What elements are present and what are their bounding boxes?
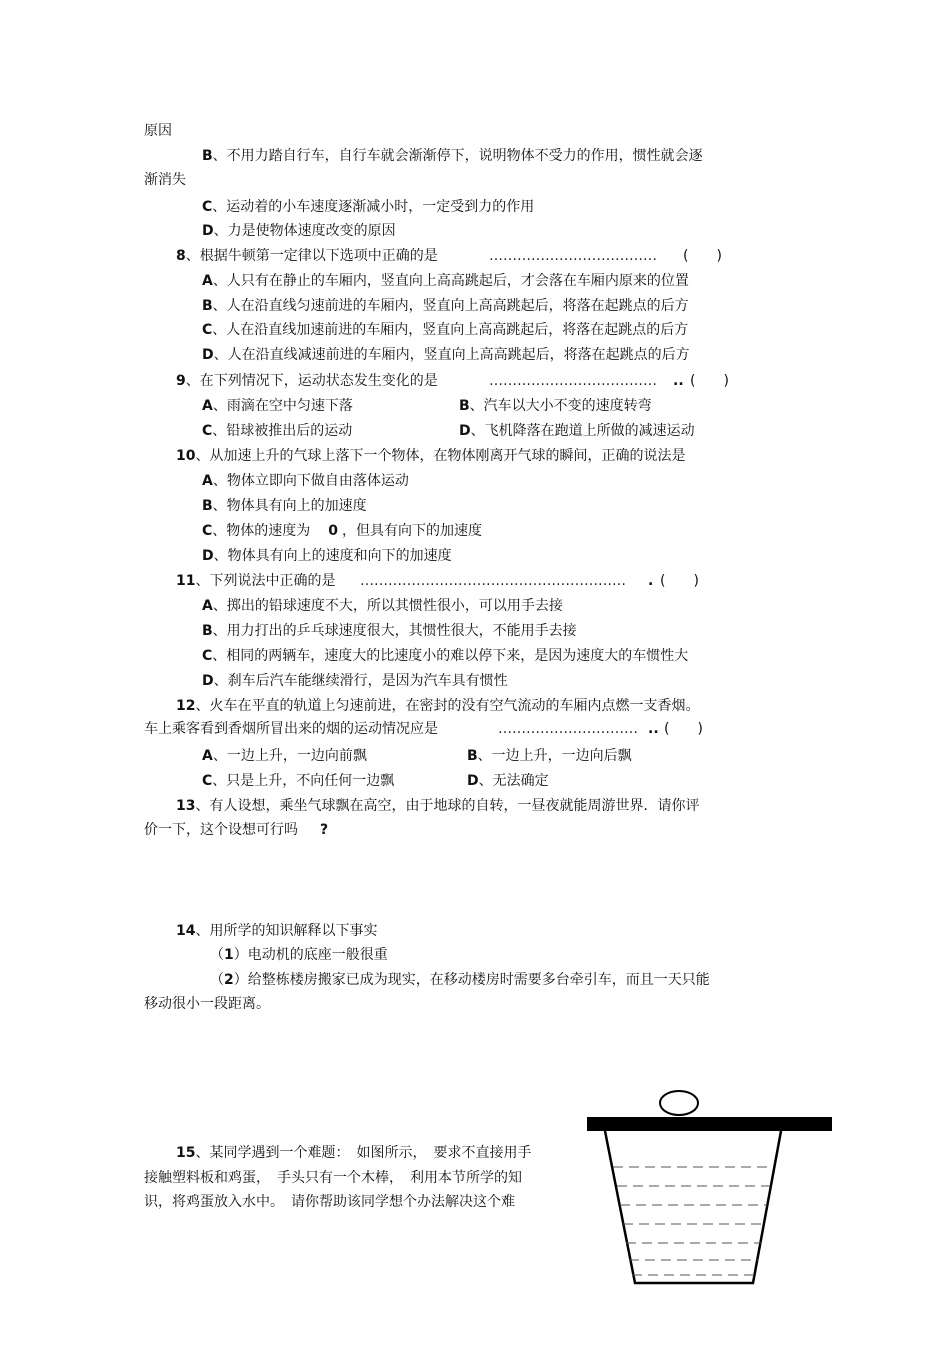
question-text: 价一下，这个设想可行吗 — [144, 822, 298, 838]
option-letter: D — [202, 548, 214, 564]
option-letter: C — [202, 523, 213, 539]
q9-option-a — [202, 397, 353, 415]
question-number: 11 — [176, 573, 196, 589]
option-letter: A — [202, 748, 213, 764]
q13-stem — [176, 797, 699, 815]
q12-leader-dots: ………………………… — [498, 721, 638, 737]
q7-option-c — [202, 198, 534, 216]
option-text-2: ，但具有向下的加速度 — [342, 523, 483, 539]
option-letter: B — [459, 398, 470, 414]
item-number: 2 — [224, 972, 234, 988]
q12-option-c — [202, 772, 394, 790]
question-text: 、火车在平直的轨道上匀速前进，在密封的没有空气流动的车厢内点燃一支香烟。 — [195, 698, 700, 714]
q14-item-2 — [210, 971, 710, 989]
option-letter: C — [202, 423, 213, 439]
question-number: 10 — [176, 448, 196, 464]
q9-leader-dots-2: .. — [673, 373, 684, 389]
q11-answer-blank[interactable]: ( ) — [660, 573, 699, 589]
option-text: 、不用力踏自行车，自行车就会渐渐停下，说明物体不受力的作用，惯性就会逐 — [212, 148, 703, 164]
q15-stem-line-2: 接触塑料板和鸡蛋， 手头只有一个木棒， 利用本节所学的知 — [144, 1170, 522, 1186]
option-text: 、掷出的铅球速度不大，所以其惯性很小，可以用手去接 — [212, 598, 563, 614]
option-letter: D — [459, 423, 471, 439]
option-letter: C — [202, 199, 213, 215]
item-text: ）电动机的底座一般很重 — [233, 947, 388, 963]
q11-stem — [176, 572, 335, 590]
q14-item-1 — [210, 946, 388, 964]
option-text: 、用力打出的乒乓球速度很大，其惯性很大，不能用手去接 — [212, 623, 577, 639]
question-text: 、有人设想，乘坐气球飘在高空，由于地球的自转，一昼夜就能周游世界．请你评 — [195, 798, 700, 814]
question-text: 、在下列情况下，运动状态发生变化的是 — [185, 373, 438, 389]
q9-option-d — [459, 422, 695, 440]
q14-item-2-cont: 移动很小一段距离。 — [144, 996, 270, 1012]
q10-option-c — [202, 522, 482, 540]
q12-option-b — [467, 747, 632, 765]
option-text: 、物体具有向上的速度和向下的加速度 — [213, 548, 452, 564]
option-letter: A — [202, 598, 213, 614]
option-text: 、铅球被推出后的运动 — [212, 423, 353, 439]
option-value: 0 — [328, 523, 339, 539]
q13-stem-cont — [144, 821, 328, 839]
q9-option-c — [202, 422, 352, 440]
water-lines — [613, 1167, 773, 1275]
option-text: 、汽车以大小不变的速度转弯 — [469, 398, 652, 414]
q12-leader-dots-2: .. — [648, 721, 659, 737]
q15-stem-line-3: 识，将鸡蛋放入水中。 请你帮助该同学想个办法解决这个难 — [144, 1194, 515, 1210]
option-letter: A — [202, 273, 213, 289]
question-text: 、某同学遇到一个难题： 如图所示， 要求不直接用手 — [195, 1145, 532, 1161]
q7-option-d — [202, 222, 396, 240]
q7-reason-tail: 原因 — [144, 123, 172, 139]
q10-option-a — [202, 472, 409, 490]
q11-leader-dots-2: . — [648, 573, 654, 589]
option-letter: C — [202, 322, 213, 338]
option-letter: A — [202, 398, 213, 414]
option-text: 、物体立即向下做自由落体运动 — [212, 473, 409, 489]
option-text: 、人在沿直线匀速前进的车厢内，竖直向上高高跳起后，将落在起跳点的后方 — [212, 298, 689, 314]
option-letter: D — [202, 673, 214, 689]
option-letter: D — [202, 223, 214, 239]
question-number: 12 — [176, 698, 196, 714]
q12-stem — [176, 697, 699, 715]
option-letter: B — [202, 498, 213, 514]
option-text: 、人在沿直线加速前进的车厢内，竖直向上高高跳起后，将落在起跳点的后方 — [212, 322, 689, 338]
q8-option-b — [202, 297, 689, 315]
option-text: 、一边上升，一边向前飘 — [212, 748, 367, 764]
option-text: 、无法确定 — [478, 773, 549, 789]
option-letter: D — [467, 773, 479, 789]
q8-option-c — [202, 321, 688, 339]
q7-option-b — [202, 147, 703, 165]
question-mark: ? — [320, 822, 329, 838]
q8-answer-blank[interactable]: ( ) — [683, 248, 722, 264]
question-number: 13 — [176, 798, 196, 814]
option-text: 、刹车后汽车能继续滑行，是因为汽车具有惯性 — [213, 673, 508, 689]
item-open-paren: （ — [210, 972, 224, 988]
q11-leader-dots: ………………………………………………… — [360, 573, 626, 589]
q12-answer-blank[interactable]: ( ) — [664, 721, 703, 737]
q9-stem — [176, 372, 438, 390]
option-text: 、运动着的小车速度逐渐减小时，一定受到力的作用 — [212, 199, 535, 215]
option-letter: D — [202, 347, 214, 363]
q7-option-b-cont: 渐消失 — [144, 172, 186, 188]
question-text: 、用所学的知识解释以下事实 — [195, 923, 378, 939]
question-text: 、下列说法中正确的是 — [195, 573, 336, 589]
q12-option-a — [202, 747, 367, 765]
option-letter: C — [202, 773, 213, 789]
q11-option-a — [202, 597, 563, 615]
q9-option-b — [459, 397, 652, 415]
option-text: 、物体具有向上的加速度 — [212, 498, 367, 514]
question-text: 、从加速上升的气球上落下一个物体，在物体刚离开气球的瞬间，正确的说法是 — [195, 448, 686, 464]
q14-stem — [176, 922, 377, 940]
q8-option-a — [202, 272, 689, 290]
q8-option-d — [202, 346, 690, 364]
item-text: ）给整栋楼房搬家已成为现实，在移动楼房时需要多台牵引车，而且一天只能 — [233, 972, 710, 988]
option-letter: A — [202, 473, 213, 489]
q8-leader-dots: ……………………………… — [489, 248, 657, 264]
q10-option-d — [202, 547, 452, 565]
q8-stem — [176, 247, 438, 265]
q11-option-d — [202, 672, 508, 690]
q11-option-c — [202, 647, 688, 665]
option-text: 、力是使物体速度改变的原因 — [213, 223, 396, 239]
option-text: 、物体的速度为 — [212, 523, 311, 539]
q15-stem — [176, 1144, 531, 1162]
q10-stem — [176, 447, 685, 465]
option-letter: B — [467, 748, 478, 764]
q11-option-b — [202, 622, 577, 640]
question-number: 14 — [176, 923, 196, 939]
option-text: 、飞机降落在跑道上所做的减速运动 — [470, 423, 695, 439]
q12-option-d — [467, 772, 549, 790]
option-text: 、相同的两辆车，速度大的比速度小的难以停下来，是因为速度大的车惯性大 — [212, 648, 689, 664]
option-letter: B — [202, 148, 213, 164]
question-number: 8 — [176, 248, 186, 264]
option-letter: B — [202, 298, 213, 314]
item-number: 1 — [224, 947, 234, 963]
option-text: 、人只有在静止的车厢内，竖直向上高高跳起后，才会落在车厢内原来的位置 — [212, 273, 689, 289]
option-text: 、只是上升，不向任何一边飘 — [212, 773, 395, 789]
q10-option-b — [202, 497, 367, 515]
egg-icon — [660, 1091, 698, 1115]
option-text: 、一边上升，一边向后飘 — [477, 748, 632, 764]
egg-on-board-over-cup-figure — [585, 1085, 835, 1290]
option-text: 、雨滴在空中匀速下落 — [212, 398, 353, 414]
plastic-board — [587, 1117, 832, 1131]
q12-stem-cont: 车上乘客看到香烟所冒出来的烟的运动情况应是 — [144, 721, 438, 737]
question-number: 15 — [176, 1145, 196, 1161]
q9-leader-dots: ……………………………… — [489, 373, 657, 389]
option-text: 、人在沿直线减速前进的车厢内，竖直向上高高跳起后，将落在起跳点的后方 — [213, 347, 690, 363]
item-open-paren: （ — [210, 947, 224, 963]
question-text: 、根据牛顿第一定律以下选项中正确的是 — [185, 248, 438, 264]
q9-answer-blank[interactable]: ( ) — [690, 373, 729, 389]
option-letter: C — [202, 648, 213, 664]
option-letter: B — [202, 623, 213, 639]
question-number: 9 — [176, 373, 186, 389]
